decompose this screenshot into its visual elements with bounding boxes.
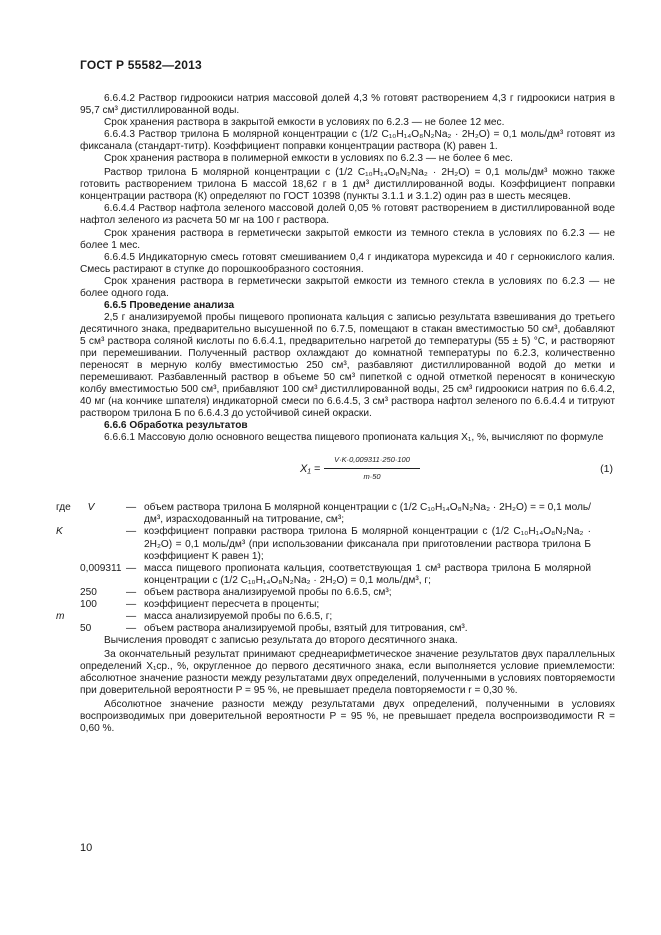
- formula-legend: [56, 502, 591, 635]
- legend-symbol: 50: [80, 622, 92, 634]
- legend-row: [56, 563, 591, 587]
- formula-numerator: V·K·0,009311·250·100: [324, 454, 420, 469]
- legend-symbol: 100: [80, 598, 97, 610]
- legend-row: [56, 599, 591, 611]
- legend-row: [56, 611, 591, 623]
- formula-1: [80, 454, 615, 492]
- paragraph-storage-trilon: Срок хранения раствора в полимерной емкости в условиях по 6.2.3 — не более 6 мес.: [104, 153, 513, 165]
- paragraph-precision: Вычисления проводят с записью результата до второго десятичного знака.: [104, 634, 458, 646]
- legend-description: объем раствора анализируемой пробы, взятый для титрования, см³.: [144, 622, 468, 634]
- legend-row: [56, 623, 591, 635]
- formula-fraction: [324, 454, 420, 483]
- legend-dash: —: [126, 598, 137, 610]
- legend-dash: —: [126, 502, 137, 514]
- paragraph-6-6-6-1: 6.6.6.1 Массовую долю основного вещества пищевого пропионата кальция X₁, %, вычисляют по формуле: [104, 432, 604, 444]
- formula-number: (1): [600, 463, 613, 476]
- paragraph-storage-naoh: Срок хранения раствора в закрытой емкости в условиях по 6.2.3 — не более 12 мес.: [104, 117, 505, 129]
- legend-dash: —: [126, 562, 137, 574]
- legend-intro: где: [56, 502, 71, 514]
- paragraph-final-result: За окончательный результат принимают среднеарифметическое значение результатов двух параллельных определений X₁ср., %, округленное до первого десятичного знака, если выполняется условие приемлемости: абсолютное значение разности между результатами двух определений, полученными в условиях повторяемости при доверительной вероятности P = 95 %, не превышает предела повторяемости r = 0,30 %.: [80, 648, 615, 697]
- heading-6-6-6: 6.6.6 Обработка результатов: [104, 420, 248, 432]
- legend-dash: —: [126, 622, 137, 634]
- paragraph-6-6-4-2: 6.6.4.2 Раствор гидроокиси натрия массовой долей 4,3 % готовят растворением 4,3 г гидроокиси натрия в 95,7 см³ дистиллированной воды.: [80, 93, 615, 117]
- legend-symbol: 0,009311: [80, 562, 122, 574]
- paragraph-reproducibility: Абсолютное значение разности между результатами двух определений, полученными в условиях воспроизводимых при доверительной вероятности P = 95 %, не превышает предела воспроизводимости R = 0,60 %.: [80, 699, 615, 735]
- legend-row: [56, 526, 591, 562]
- formula-denominator: m·50: [363, 472, 381, 482]
- legend-dash: —: [126, 526, 137, 538]
- standard-header: ГОСТ Р 55582—2013: [80, 58, 202, 72]
- legend-description: масса пищевого пропионата кальция, соответствующая 1 см³ раствора трилона Б молярной концентрации c (1/2 C₁₀H₁₄O₈N₂Na₂ · 2H₂O) = 0,1 моль/дм³, г;: [144, 562, 591, 586]
- legend-symbol: 250: [80, 586, 97, 598]
- legend-description: масса анализируемой пробы по 6.6.5, г;: [144, 610, 333, 622]
- paragraph-storage-naphthol: Срок хранения раствора в герметически закрытой емкости из темного стекла в условиях по 6.2.3 — не более 1 мес.: [80, 227, 615, 251]
- legend-symbol: m: [56, 610, 65, 622]
- legend-row: [56, 502, 591, 526]
- legend-dash: —: [126, 586, 137, 598]
- paragraph-6-6-4-5: 6.6.4.5 Индикаторную смесь готовят смешиванием 0,4 г индикатора мурексида и 40 г сернокислого калия. Смесь растирают в ступке до порошкообразного состояния.: [80, 251, 615, 275]
- paragraph-6-6-4-4: 6.6.4.4 Раствор нафтола зеленого массовой долей 0,05 % готовят растворением в дистиллированной воде нафтол зеленого из расчета 50 мг на 100 г раствора.: [80, 203, 615, 227]
- paragraph-trilon-alt: Раствор трилона Б молярной концентрации c (1/2 C₁₀H₁₄O₈N₂Na₂ · 2H₂O) = 0,1 моль/дм³ можно также готовить растворением трилона Б массой 18,62 г в 1 дм³ дистиллированной воды. Коэффициент поправки концентрации раствора (К) определяют по ГОСТ 10398 (пункты 3.1.1 и 3.1.2) один раз в шесть месяцев.: [80, 167, 615, 203]
- document-body: [56, 93, 615, 735]
- paragraph-storage-indicator: Срок хранения раствора в герметически закрытой емкости из темного стекла в условиях по 6.2.3 — не более одного года.: [80, 275, 615, 299]
- legend-symbol: K: [56, 526, 63, 538]
- paragraph-6-6-4-3: 6.6.4.3 Раствор трилона Б молярной концентрации c (1/2 C₁₀H₁₄O₈N₂Na₂ · 2H₂O) = 0,1 моль/дм³ готовят из фиксанала (стандарт-титр). Коэффициент поправки концентрации раствора (К) равен 1.: [80, 129, 615, 153]
- paragraph-analysis: 2,5 г анализируемой пробы пищевого пропионата кальция с записью результата взвешивания до третьего десятичного знака, предварительно высушенной по 6.7.5, помещают в стакан вместимостью 50 см³, добавляют 5 см³ раствора соляной кислоты по 6.6.4.1, предварительно нагретой до температуры (55 ± 5) °С, и растворяют при перемешивании. Полученный раствор охлаждают до комнатной температуры по 6.2.3, количественно переносят в мерную колбу вместимостью 250 см³, разбавляют дистиллированной водой до метки и перемешивают. Разбавленный раствор в объеме 50 см³ пипеткой с одной отметкой переносят в коническую колбу вместимостью 500 см³, прибавляют 100 см³ дистиллированной воды, 25 см³ гидроокиси натрия по 6.6.4.2, 40 мг (на кончике шпателя) индикаторной смеси по 6.6.4.5, 3 см³ раствора нафтол зеленого по 6.6.4.4 и титруют раствором трилона Б по 6.6.4.3 до устойчивой синей окраски.: [80, 311, 615, 420]
- page-number: 10: [80, 842, 93, 854]
- legend-description: коэффициент пересчета в проценты;: [144, 598, 320, 610]
- formula-lhs: X₁ =: [300, 463, 321, 476]
- legend-row: [56, 587, 591, 599]
- heading-6-6-5: 6.6.5 Проведение анализа: [104, 299, 235, 311]
- legend-description: объем раствора анализируемой пробы по 6.6.5, см³;: [144, 586, 392, 598]
- legend-description: коэффициент поправки раствора трилона Б молярной концентрации c (1/2 C₁₀H₁₄O₈N₂Na₂ · 2H₂O) = 0,1 моль/дм³ (при использовании фиксанала при приготовлении раствора трилона Б коэффициент K равен 1);: [144, 526, 591, 562]
- legend-symbol: V: [87, 502, 95, 514]
- legend-description: объем раствора трилона Б молярной концентрации c (1/2 C₁₀H₁₄O₈N₂Na₂ · 2H₂O) = = 0,1 моль/дм³, израсходованный на титрование, см³;: [144, 502, 591, 526]
- legend-dash: —: [126, 610, 137, 622]
